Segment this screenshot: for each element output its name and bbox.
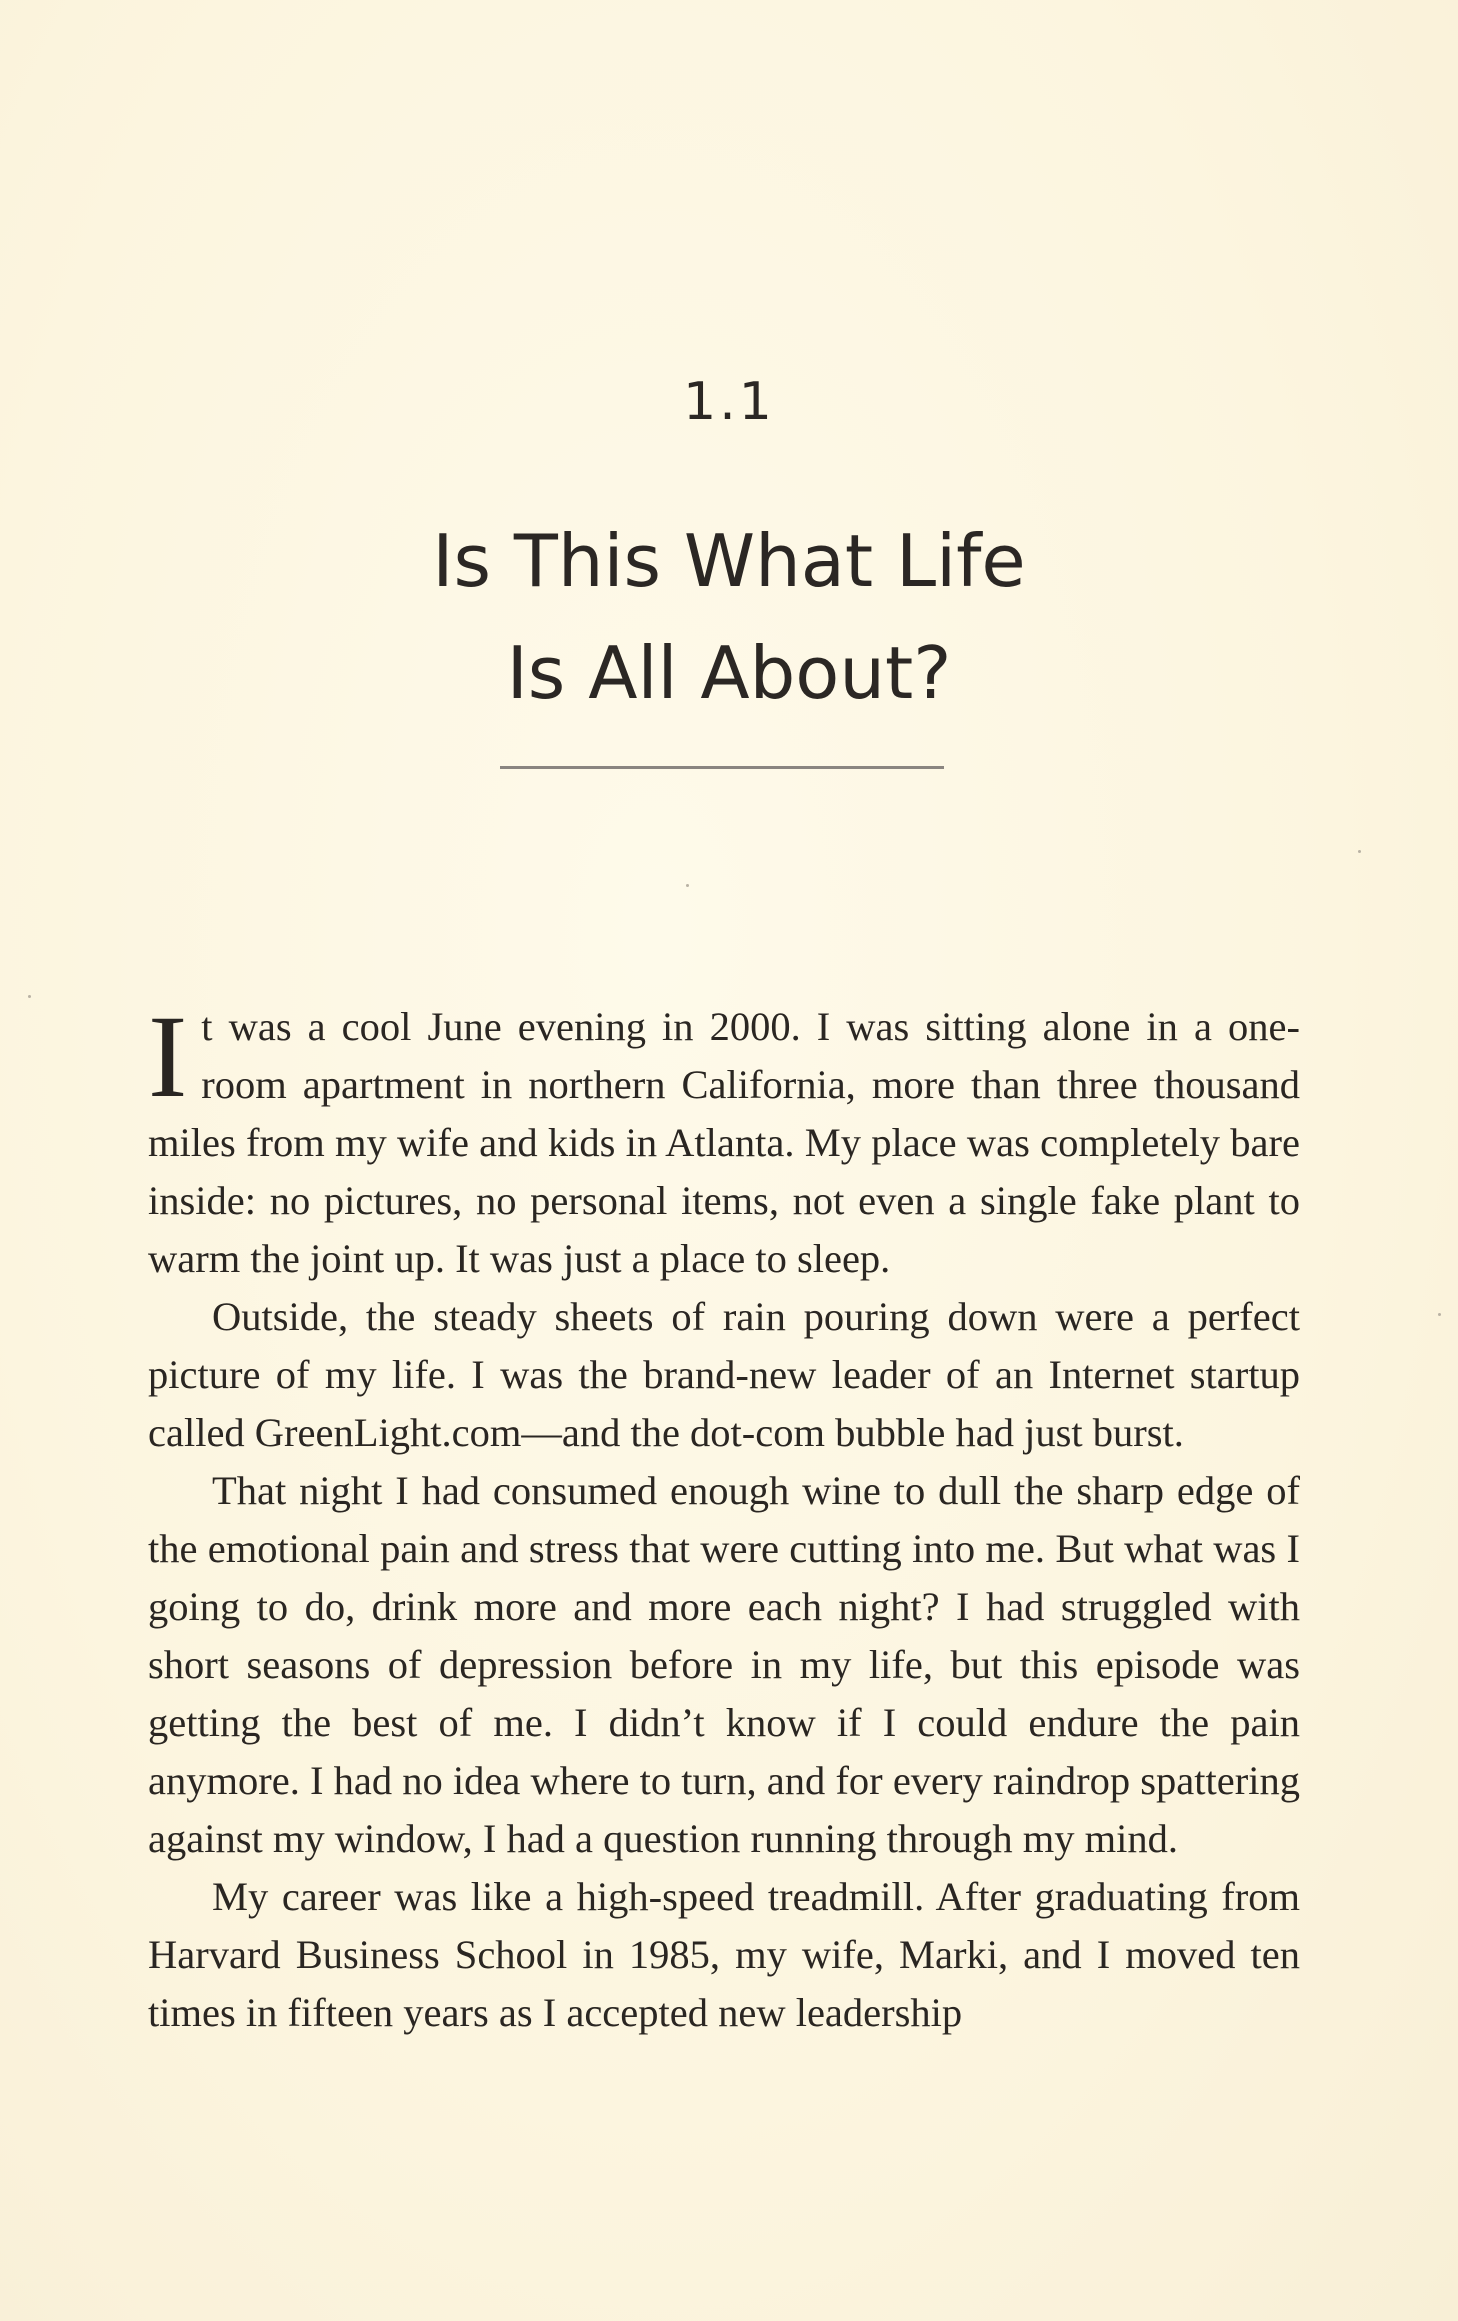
paragraph-4: My career was like a high-speed treadmill. After graduating from Harvard Business School in 1985, my wife, Marki, and I moved ten times in fifteen years as I accepted new leadership — [148, 1874, 1300, 2035]
paragraph-2: Outside, the steady sheets of rain pouring down were a perfect picture of my life. I was the brand-new leader of an Internet startup called GreenLight.com—and the dot-com bubble had just burst. — [148, 1294, 1300, 1455]
paragraph-1 — [148, 991, 1300, 1288]
paper-speck — [1358, 850, 1361, 853]
body-text — [148, 991, 1300, 2042]
chapter-title-line-2: Is All About? — [506, 631, 952, 715]
drop-cap: I — [148, 991, 188, 1122]
paragraph-3: That night I had consumed enough wine to dull the sharp edge of the emotional pain and stress that were cutting into me. But what was I going to do, drink more and more each night? I had struggled with short seasons of depression before in my life, but this episode was getting the best of me. I didn’t know if I could endure the pain anymore. I had no idea where to turn, and for every raindrop spattering against my window, I had a question running through my mind. — [148, 1468, 1300, 1861]
chapter-title-line-1: Is This What Life — [432, 519, 1026, 603]
chapter-title — [0, 505, 1458, 729]
paper-speck — [28, 995, 31, 998]
title-divider — [500, 766, 944, 769]
paper-speck — [686, 884, 689, 887]
paragraph-1-text: t was a cool June evening in 2000. I was sitting alone in a one-room apartment in northern California, more than three thousand miles from my wife and kids in Atlanta. My place was completely bare inside: no pictures, no personal items, not even a single fake plant to warm the joint up. It was just a place to sleep. — [148, 1004, 1300, 1281]
paper-speck — [1438, 1313, 1441, 1316]
chapter-number: 1.1 — [683, 372, 775, 432]
